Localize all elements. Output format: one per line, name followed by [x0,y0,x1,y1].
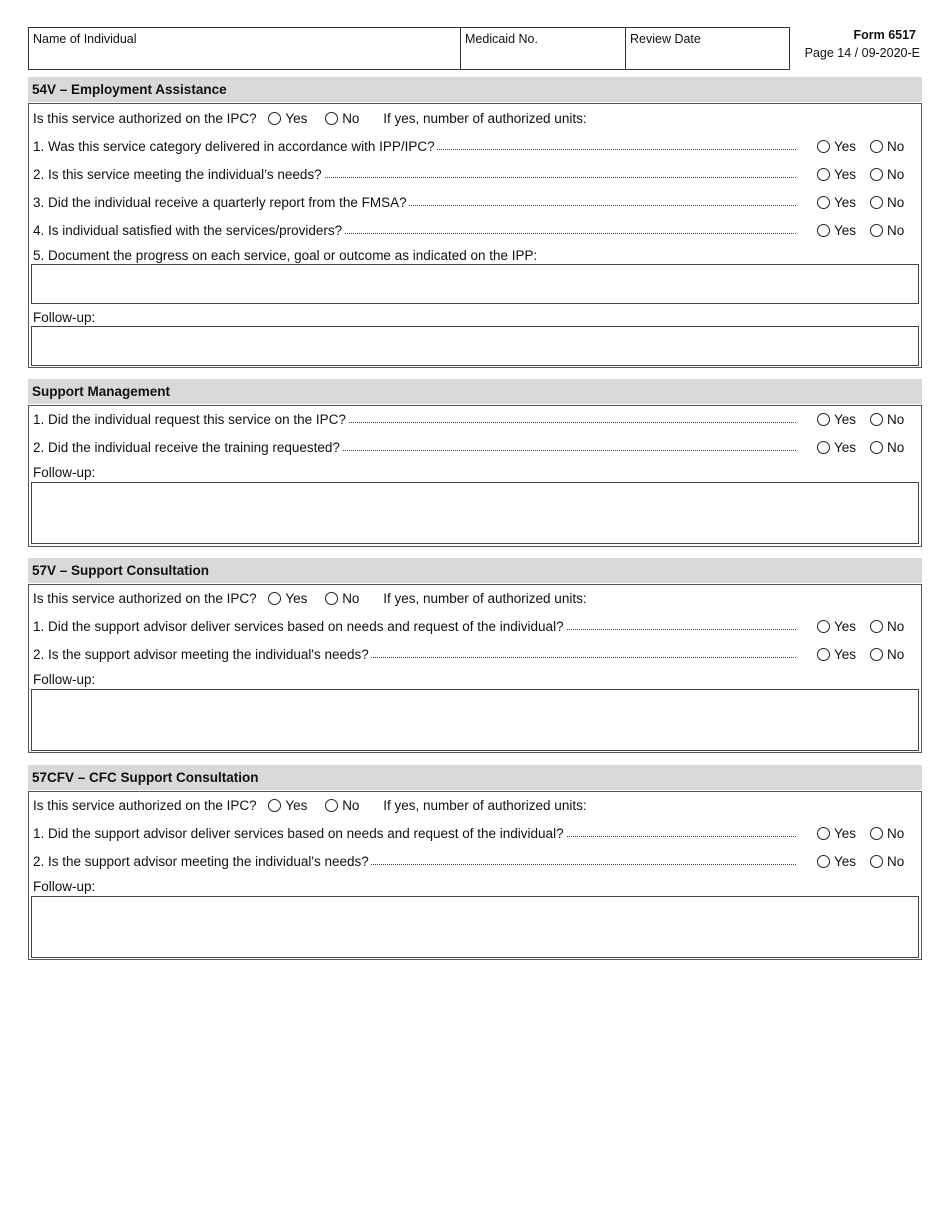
yes-label: Yes [834,139,857,154]
medicaid-number-label: Medicaid No. [465,32,538,46]
section-title-support-management: Support Management [28,379,922,404]
followup-label: Follow-up: [33,465,96,480]
yes-label: Yes [834,854,857,869]
radio-icon[interactable] [817,441,830,454]
progress-label: 5. Document the progress on each service, goal or outcome as indicated on the IPP: [33,248,538,263]
followup-label: Follow-up: [33,879,96,894]
section-title-support-consultation: 57V – Support Consultation [28,558,922,583]
followup-label: Follow-up: [33,310,96,325]
radio-icon[interactable] [817,620,830,633]
yes-label: Yes [285,111,308,126]
medicaid-number-field[interactable] [460,27,626,70]
radio-icon[interactable] [817,413,830,426]
radio-icon[interactable] [870,855,883,868]
no-option[interactable] [870,139,904,154]
followup-textbox[interactable] [31,482,919,544]
section-support-consultation [28,584,922,753]
radio-icon[interactable] [870,827,883,840]
name-of-individual-field[interactable] [28,27,461,70]
section-employment [28,103,922,368]
authorized-row [33,798,587,813]
radio-icon[interactable] [870,140,883,153]
yes-option[interactable] [817,412,856,427]
yes-label: Yes [834,223,857,238]
authorized-row [33,591,587,606]
authorized-units-label: If yes, number of authorized units: [383,798,587,813]
section-support-management [28,405,922,547]
name-of-individual-label: Name of Individual [33,32,137,46]
question-row [33,139,921,161]
question-row [33,195,921,217]
authorized-no-option[interactable] [325,591,359,606]
no-label: No [887,195,905,210]
radio-icon[interactable] [870,620,883,633]
followup-textbox[interactable] [31,689,919,751]
authorized-yes-option[interactable] [268,798,307,813]
no-option[interactable] [870,412,904,427]
no-option[interactable] [870,826,904,841]
radio-icon[interactable] [268,592,281,605]
authorized-units-label: If yes, number of authorized units: [383,111,587,126]
question-row [33,647,921,669]
no-label: No [887,412,905,427]
authorized-question: Is this service authorized on the IPC? [33,798,257,813]
yes-option[interactable] [817,826,856,841]
yes-option[interactable] [817,223,856,238]
no-option[interactable] [870,440,904,455]
yes-label: Yes [834,619,857,634]
section-cfc-support-consultation [28,791,922,960]
radio-icon[interactable] [817,855,830,868]
yes-option[interactable] [817,619,856,634]
authorized-yes-option[interactable] [268,591,307,606]
yes-option[interactable] [817,195,856,210]
followup-textbox[interactable] [31,326,919,366]
question-text: 1. Did the support advisor deliver services based on needs and request of the individual? [33,619,564,634]
authorized-no-option[interactable] [325,798,359,813]
yes-label: Yes [834,167,857,182]
radio-icon[interactable] [817,648,830,661]
yes-label: Yes [834,647,857,662]
review-date-label: Review Date [630,32,701,46]
question-row [33,854,921,876]
page-info: Page 14 / 09-2020-E [804,46,920,60]
yes-option[interactable] [817,167,856,182]
no-label: No [887,854,905,869]
question-row [33,412,921,434]
question-text: 1. Did the individual request this service on the IPC? [33,412,346,427]
question-row [33,440,921,462]
no-option[interactable] [870,167,904,182]
section-title-employment: 54V – Employment Assistance [28,77,922,102]
question-row [33,619,921,641]
radio-icon[interactable] [817,140,830,153]
yes-option[interactable] [817,440,856,455]
followup-textbox[interactable] [31,896,919,958]
question-text: 4. Is individual satisfied with the services/providers? [33,223,343,238]
authorized-question: Is this service authorized on the IPC? [33,591,257,606]
yes-label: Yes [834,440,857,455]
question-row [33,223,921,245]
authorized-no-option[interactable] [325,111,359,126]
question-row [33,167,921,189]
radio-icon[interactable] [817,196,830,209]
no-option[interactable] [870,619,904,634]
radio-icon[interactable] [325,112,338,125]
section-title-cfc-support-consultation: 57CFV – CFC Support Consultation [28,765,922,790]
question-text: 2. Is this service meeting the individual’s needs? [33,167,322,182]
authorized-row [33,111,587,126]
yes-label: Yes [285,591,308,606]
no-label: No [342,111,360,126]
question-row [33,826,921,848]
radio-icon[interactable] [817,827,830,840]
no-label: No [342,798,360,813]
radio-icon[interactable] [870,413,883,426]
review-date-field[interactable] [625,27,790,70]
no-label: No [342,591,360,606]
question-text: 1. Did the support advisor deliver services based on needs and request of the individual? [33,826,564,841]
radio-icon[interactable] [817,168,830,181]
yes-option[interactable] [817,139,856,154]
radio-icon[interactable] [870,224,883,237]
no-label: No [887,647,905,662]
no-label: No [887,619,905,634]
radio-icon[interactable] [870,441,883,454]
no-option[interactable] [870,195,904,210]
authorized-units-label: If yes, number of authorized units: [383,591,587,606]
radio-icon[interactable] [817,224,830,237]
authorized-yes-option[interactable] [268,111,307,126]
radio-icon[interactable] [870,648,883,661]
followup-label: Follow-up: [33,672,96,687]
question-text: 1. Was this service category delivered in accordance with IPP/IPC? [33,139,435,154]
radio-icon[interactable] [870,168,883,181]
yes-option[interactable] [817,854,856,869]
yes-label: Yes [834,826,857,841]
question-text: 2. Did the individual receive the training requested? [33,440,340,455]
question-text: 2. Is the support advisor meeting the individual's needs? [33,854,369,869]
progress-textbox[interactable] [31,264,919,304]
yes-option[interactable] [817,647,856,662]
radio-icon[interactable] [325,799,338,812]
question-text: 3. Did the individual receive a quarterly report from the FMSA? [33,195,407,210]
no-option[interactable] [870,854,904,869]
no-label: No [887,167,905,182]
radio-icon[interactable] [268,112,281,125]
radio-icon[interactable] [268,799,281,812]
authorized-question: Is this service authorized on the IPC? [33,111,257,126]
yes-label: Yes [834,412,857,427]
no-option[interactable] [870,223,904,238]
radio-icon[interactable] [325,592,338,605]
no-label: No [887,139,905,154]
form-title: Form 6517 [853,28,916,42]
no-label: No [887,440,905,455]
yes-label: Yes [834,195,857,210]
no-option[interactable] [870,647,904,662]
radio-icon[interactable] [870,196,883,209]
question-text: 2. Is the support advisor meeting the individual's needs? [33,647,369,662]
no-label: No [887,223,905,238]
yes-label: Yes [285,798,308,813]
no-label: No [887,826,905,841]
